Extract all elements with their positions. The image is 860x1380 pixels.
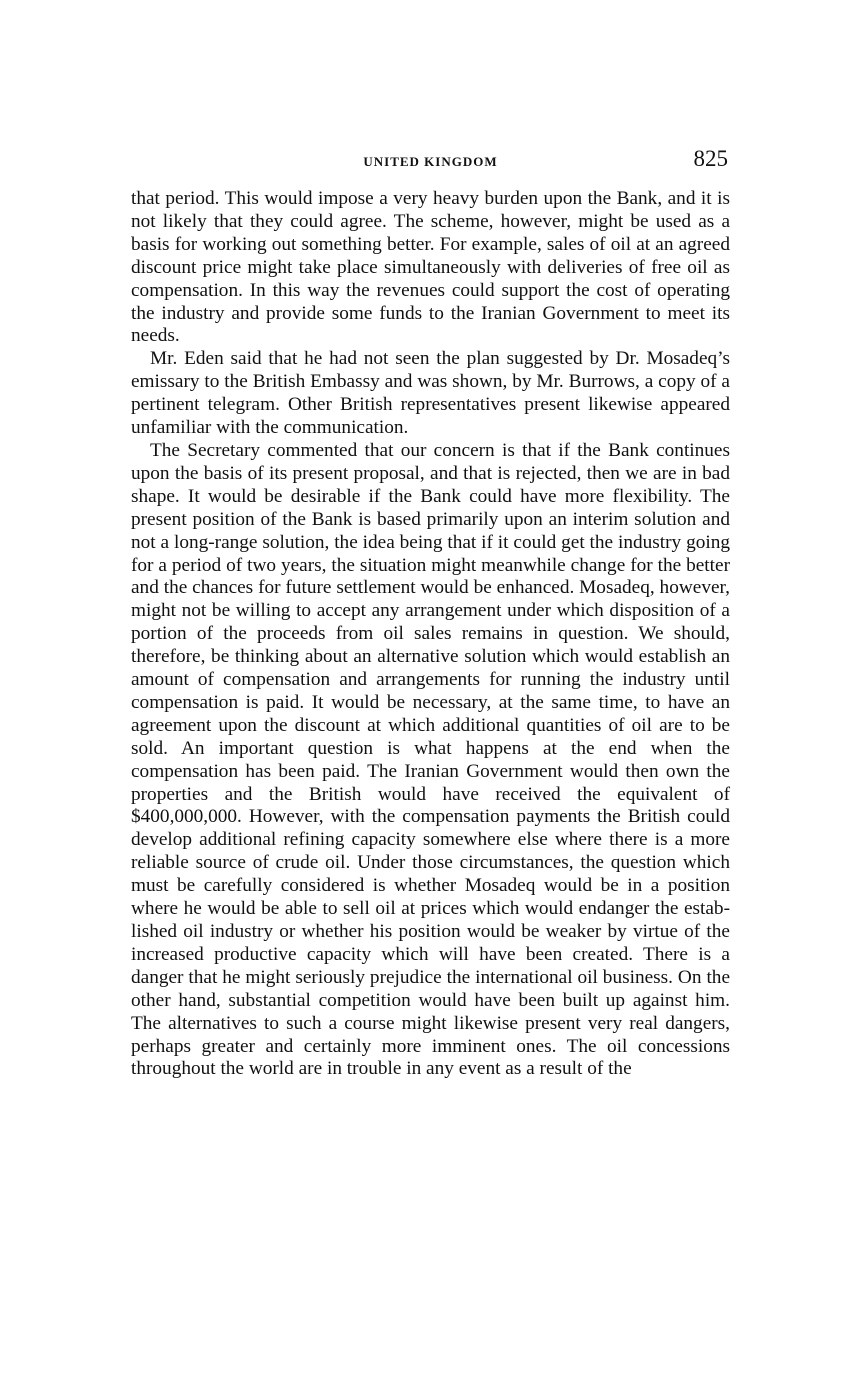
paragraph-continued: that period. This would impose a very heavy burden upon the Bank, and it is not likely that they could agree. The scheme, however, might be used as a basis for working out something better. For example, sales of oil at an agreed discount price might take place simultaneously with deliveries of free oil as compensation. In this way the revenues could support the cost of operating the industry and provide some funds to the Iranian Government to meet its needs. (131, 188, 730, 347)
paragraph-secretary: The Secretary commented that our concern is that if the Bank continues upon the basis of its present proposal, and that is rejected, then we are in bad shape. It would be desirable if the Bank could have more flexibility. The present position of the Bank is based primarily upon an interim solution and not a long-range solution, the idea being that if it could get the industry going for a period of two years, the situation might meanwhile change for the better and the chances for future settlement would be enhanced. Mosadeq, however, might not be willing to accept any arrangement under which disposition of a portion of the proceeds from oil sales remains in question. We should, therefore, be thinking about an alternative solution which would establish an amount of compensation and arrangements for running the industry until compensation is paid. It would be necessary, at the same time, to have an agreement upon the discount at which additional quantities of oil are to be sold. An important question is what happens at the end when the compensation has been paid. The Iranian Government would then own the properties and the British would have received the equivalent of $400,000,000. However, with the compensation payments the British could develop additional refining capacity somewhere else where there is a more reliable source of crude oil. Under those circumstances, the question which must be carefully considered is whether Mosadeq would be in a position where he would be able to sell oil at prices which would endanger the established oil industry or whether his position would be weaker by virtue of the increased productive capacity which will have been created. There is a danger that he might seriously prejudice the international oil business. On the other hand, substantial competition would have been built up against him. The alternatives to such a course might likewise present very real dangers, perhaps greater and certainly more imminent ones. The oil concessions throughout the world are in trouble in any event as a result of the (131, 439, 730, 1080)
page-number: 825 (693, 146, 728, 171)
running-title: UNITED KINGDOM (363, 154, 498, 169)
paragraph-eden: Mr. Eden said that he had not seen the plan suggested by Dr. Mosadeq’s emissary to the British Embassy and was shown, by Mr. Burrows, a copy of a pertinent telegram. Other British representatives present likewise appeared unfamiliar with the communication. (131, 348, 730, 439)
body-text (131, 188, 730, 1081)
running-header (131, 142, 730, 178)
document-page (131, 142, 730, 1081)
